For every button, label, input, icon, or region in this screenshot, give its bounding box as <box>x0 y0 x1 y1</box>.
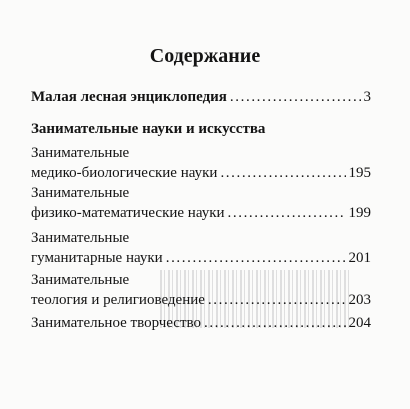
toc-page-number: 201 <box>348 250 371 266</box>
dot-leader <box>166 248 346 268</box>
dot-leader <box>204 313 346 333</box>
toc-entry-title-line2: гуманитарные науки <box>31 250 163 266</box>
toc-row <box>31 87 371 107</box>
toc-row <box>31 248 371 268</box>
toc-row <box>31 203 371 223</box>
page-title: Содержание <box>149 45 261 67</box>
toc-row <box>31 119 371 139</box>
toc-entry-title-line1: Занимательные <box>31 145 130 161</box>
toc-page-number: 3 <box>363 89 371 105</box>
toc-page-number: 203 <box>348 292 371 308</box>
toc-entry-forest-encyclopedia[interactable] <box>31 87 371 107</box>
toc-page-number: 204 <box>348 315 371 331</box>
dot-leader <box>220 163 345 183</box>
toc-entry-title: Занимательное творчество <box>31 315 201 331</box>
toc-row <box>31 290 371 310</box>
toc-entry-title-line1: Занимательные <box>31 185 130 201</box>
toc-section-heading <box>31 119 371 139</box>
dot-leader <box>228 203 346 223</box>
toc-section-title: Занимательные науки и искусства <box>31 121 266 137</box>
toc-entry-title-line2: медико-биологические науки <box>31 165 218 181</box>
toc-entry-title-line2: физико-математические науки <box>31 205 225 221</box>
toc-entry-medical-biological[interactable] <box>31 143 371 183</box>
toc-page-number: 199 <box>348 205 371 221</box>
toc-row <box>31 163 371 183</box>
toc-entry-creativity[interactable] <box>31 313 371 333</box>
toc-entry-title-line1: Занимательные <box>31 230 130 246</box>
toc-entry-title-line2: теология и религиоведение <box>31 292 205 308</box>
toc-entry-humanities[interactable] <box>31 228 371 268</box>
toc-entry-theology[interactable] <box>31 270 371 310</box>
toc-entry-title-line1: Занимательные <box>31 272 130 288</box>
dot-leader <box>230 87 361 107</box>
toc-row <box>31 313 371 333</box>
dot-leader <box>208 290 346 310</box>
toc-entry-physics-math[interactable] <box>31 183 371 223</box>
toc-entry-title: Малая лесная энциклопедия <box>31 89 227 105</box>
toc-page-number: 195 <box>348 165 371 181</box>
